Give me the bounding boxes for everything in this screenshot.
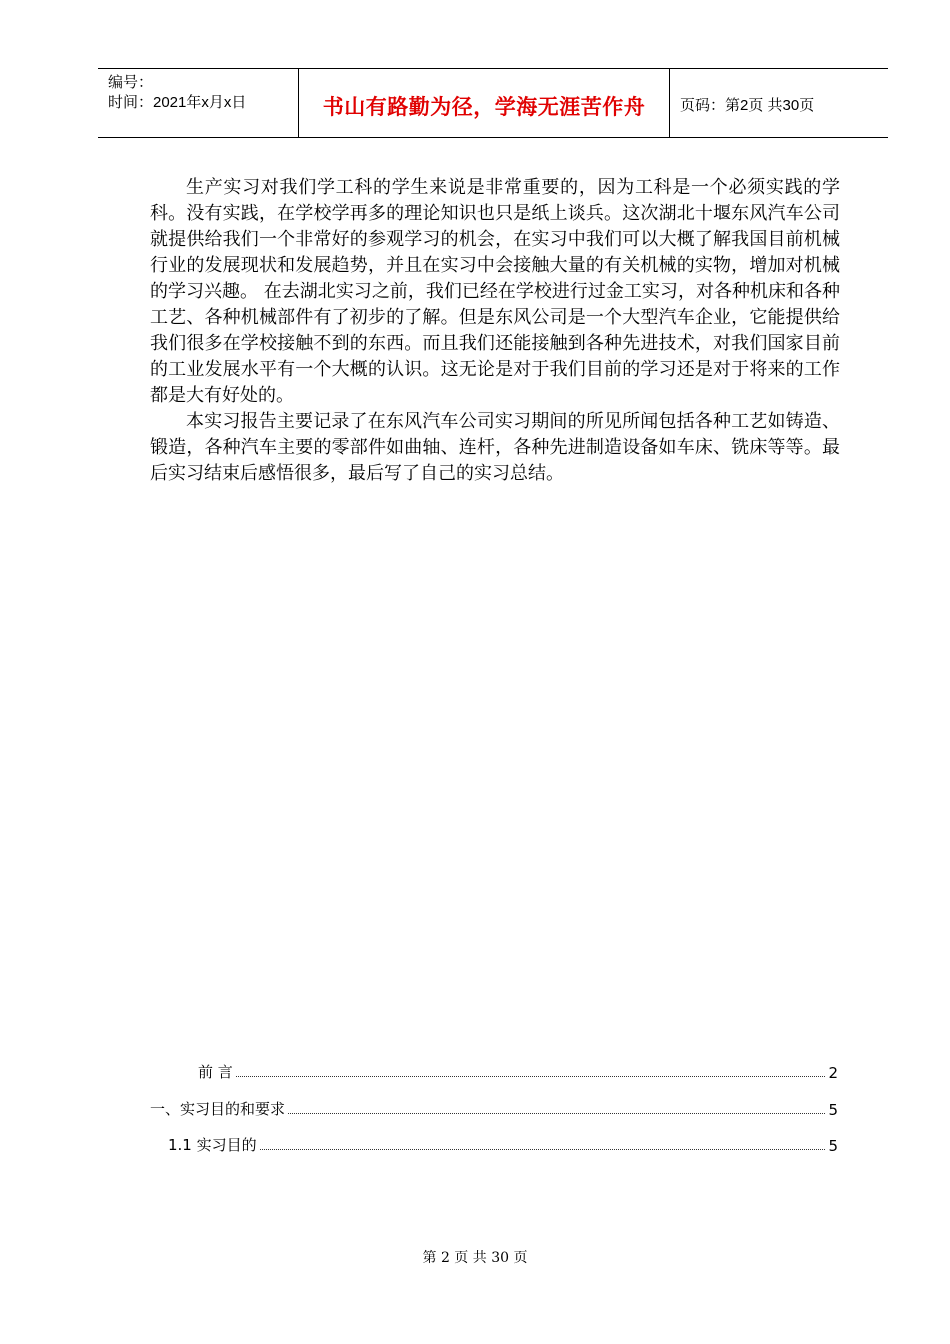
- toc-leader-dots: [236, 1075, 826, 1077]
- toc-entry[interactable]: [150, 1133, 838, 1155]
- toc-entry-title: 前 言: [198, 1063, 233, 1081]
- page-footer: [0, 1247, 950, 1267]
- toc-entry-page: 2: [828, 1064, 838, 1082]
- toc-entry[interactable]: [150, 1060, 838, 1082]
- time-label: 时间：2021年x月x日: [108, 94, 247, 111]
- header-motto: 书山有路勤为径，学海无涯苦作舟: [322, 94, 646, 119]
- header-page-cell: [670, 69, 888, 137]
- paragraph: 生产实习对我们学工科的学生来说是非常重要的，因为工科是一个必须实践的学科。没有实践，在学校学再多的理论知识也只是纸上谈兵。这次湖北十堰东风汽车公司就提供给我们一个非常好的参观学习的机会，在实习中我们可以大概了解我国目前机械行业的发展现状和发展趋势，并且在实习中会接触大量的有关机械的实物，增加对机械的学习兴趣。 在去湖北实习之前，我们已经在学校进行过金工实习，对各种机床和各种工艺、各种机械部件有了初步的了解。但是东风公司是一个大型汽车企业，它能提供给我们很多在学校接触不到的东西。而且我们还能接触到各种先进技术，对我们国家目前的工业发展水平有一个大概的认识。这无论是对于我们目前的学习还是对于将来的工作都是大有好处的。: [150, 177, 840, 406]
- header-page-info: 页码：第2页 共30页: [680, 97, 815, 114]
- serial-label: 编号：: [108, 74, 154, 91]
- toc-entry-page: 5: [828, 1101, 838, 1119]
- toc-entry-title: 1.1 实习目的: [168, 1136, 257, 1154]
- toc-entry[interactable]: [150, 1097, 838, 1119]
- header-motto-cell: [299, 69, 670, 137]
- toc-leader-dots: [260, 1148, 826, 1150]
- header-meta-cell: [98, 69, 299, 137]
- footer-page-number: 第 2 页 共 30 页: [422, 1250, 528, 1266]
- body-text: [150, 175, 840, 487]
- page-header: [98, 68, 888, 138]
- toc-entry-page: 5: [828, 1137, 838, 1155]
- toc-entry-title: 一、实习目的和要求: [150, 1100, 286, 1118]
- toc-leader-dots: [288, 1112, 825, 1114]
- paragraph: 本实习报告主要记录了在东风汽车公司实习期间的所见所闻包括各种工艺如铸造、锻造，各种汽车主要的零部件如曲轴、连杆，各种先进制造设备如车床、铣床等等。最后实习结束后感悟很多，最后写了自己的实习总结。: [150, 411, 840, 484]
